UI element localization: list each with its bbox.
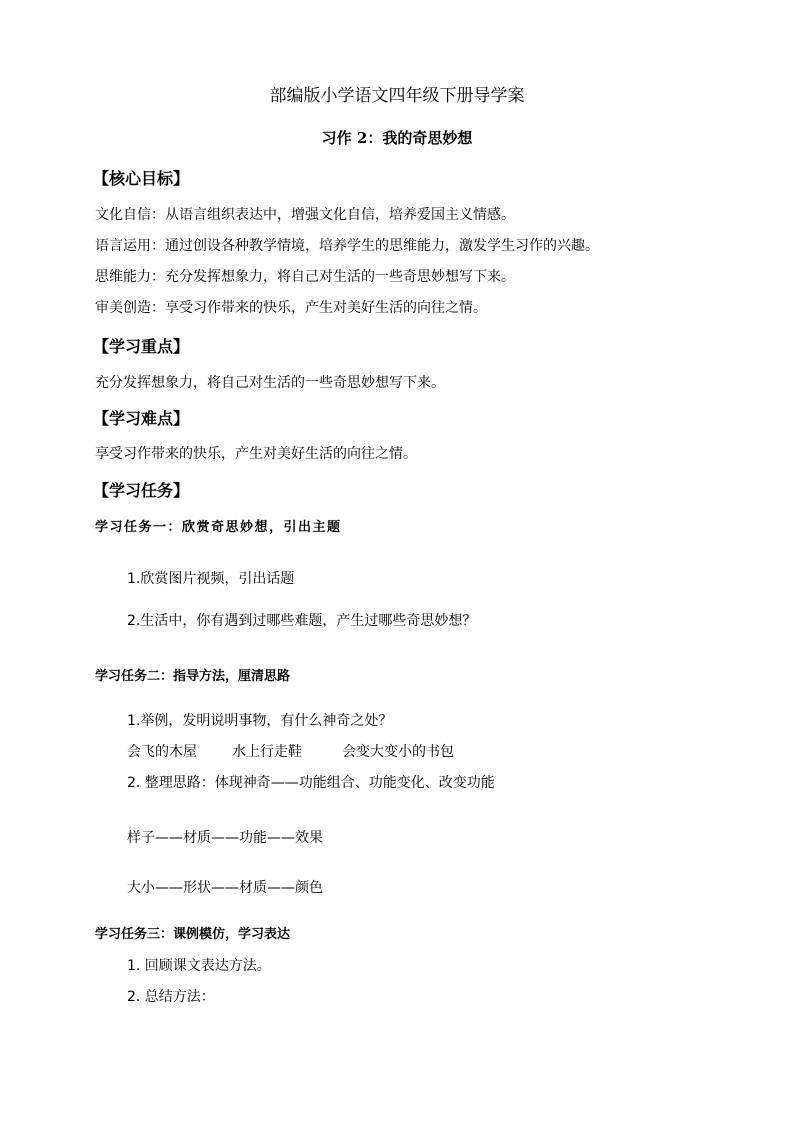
task3-title: 学习任务三：课例模仿，学习表达 — [95, 927, 291, 942]
example-flying-cabin: 会飞的木屋 — [127, 744, 197, 760]
task2-title: 学习任务二：指导方法，厘清思路 — [95, 669, 291, 684]
document-subtitle: 习作 2：我的奇思妙想 — [321, 129, 473, 147]
section-heading-difficulty: 【学习难点】 — [93, 409, 190, 428]
task2-chain-2: 大小——形状——材质——颜色 — [127, 880, 323, 896]
difficulty-text: 享受习作带来的快乐，产生对美好生活的向往之情。 — [95, 446, 417, 462]
task2-examples — [127, 745, 454, 759]
task1-item-2: 2.生活中，你有遇到过哪些难题，产生过哪些奇思妙想？ — [127, 613, 477, 629]
goal-line-language: 语言运用：通过创设各种教学情境，培养学生的思维能力，激发学生习作的兴趣。 — [95, 238, 599, 254]
task2-item-1: 1.举例，发明说明事物，有什么神奇之处？ — [127, 713, 393, 729]
section-heading-goals: 【核心目标】 — [93, 169, 190, 188]
task3-item-2: 2. 总结方法： — [127, 989, 215, 1005]
section-heading-focus: 【学习重点】 — [93, 337, 190, 356]
task3-item-1: 1. 回顾课文表达方法。 — [127, 958, 271, 974]
goal-line-thinking: 思维能力：充分发挥想象力，将自己对生活的一些奇思妙想写下来。 — [95, 269, 515, 285]
task2-chain-1: 样子——材质——功能——效果 — [127, 830, 323, 846]
example-water-shoes: 水上行走鞋 — [232, 744, 302, 760]
task2-item-2: 2. 整理思路：体现神奇——功能组合、功能变化、改变功能 — [127, 775, 495, 791]
goal-line-culture: 文化自信：从语言组织表达中，增强文化自信，培养爱国主义情感。 — [95, 207, 515, 223]
document-title: 部编版小学语文四年级下册导学案 — [269, 86, 525, 106]
section-heading-tasks: 【学习任务】 — [93, 481, 190, 500]
focus-text: 充分发挥想象力，将自己对生活的一些奇思妙想写下来。 — [95, 375, 445, 391]
example-resizing-bag: 会变大变小的书包 — [342, 744, 454, 760]
task1-title: 学习任务一：欣赏奇思妙想，引出主题 — [95, 520, 342, 535]
task1-item-1: 1.欣赏图片视频，引出话题 — [127, 571, 295, 587]
goal-line-aesthetic: 审美创造：享受习作带来的快乐，产生对美好生活的向往之情。 — [95, 300, 487, 316]
